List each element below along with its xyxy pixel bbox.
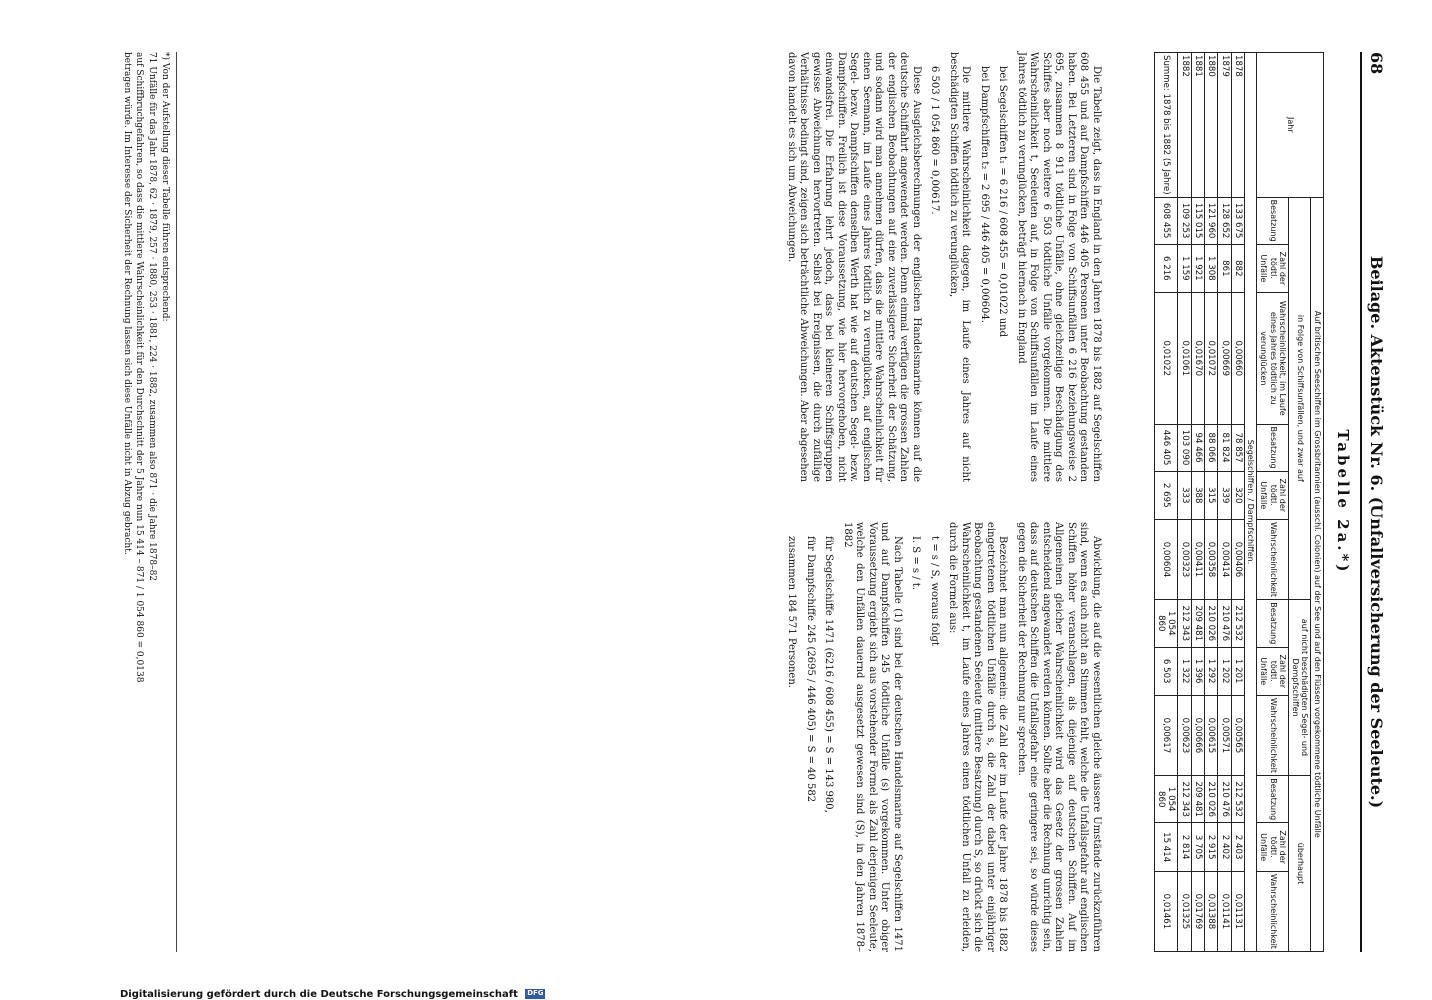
paragraph: für Segelschiffe 1471 (6216 / 608 455) = S = 143 980, <box>823 536 835 813</box>
value-cell: 2 402 <box>1218 823 1231 871</box>
footnote-line: 71 Unfälle für das Jahr 1878, 62 · 1879, 257 · 1880, 253 · 1881, 224 · 1882, zusammen also 871 · die Jahre 1878–82 <box>147 52 158 582</box>
table-title: Tabelle 2a.*) <box>1334 429 1352 575</box>
value-cell: 0,01061 <box>1178 293 1191 425</box>
value-cell: 1 201 <box>1231 647 1244 695</box>
value-cell: 0,01325 <box>1178 871 1191 951</box>
value-cell: 128 652 <box>1218 197 1231 244</box>
paragraph: bei Segelschiffen t₁ = 6 216 / 608 455 = 0,01022 und <box>997 66 1009 338</box>
value-cell: 0,00617 <box>1154 695 1178 775</box>
value-cell: 0,00406 <box>1231 519 1244 599</box>
value-cell: 1 396 <box>1191 647 1204 695</box>
paragraph: Bezeichnet man nun allgemein: die Zahl der im Laufe der Jahre 1878 bis 1882 eingetretenen tödtlichen Unfälle durch s, die Zahl der dabei unter einjähriger Beobachtung gestandenen Seeleute (mittlere Besatzung) durch S, so drückt sich die Wahrscheinlichkeit t, im Laufe eines Jahres einen tödtlichen Unfall zu erleiden, durch die Formel aus: <box>947 522 1009 952</box>
value-cell: 2 814 <box>1178 823 1191 871</box>
table-row <box>1191 53 1204 952</box>
value-cell: 1 159 <box>1178 244 1191 292</box>
value-cell: 0,00604 <box>1154 519 1178 599</box>
group-label-shipwreck: in Folge von Schiffsunfällen, und zwar auf <box>1289 197 1311 599</box>
value-cell: 1 921 <box>1191 244 1204 292</box>
col-header: Besatzung <box>1257 600 1289 647</box>
group-label-undamaged: auf nicht beschädigten Segel- und Dampfschiffen <box>1289 600 1311 776</box>
value-cell: 1 054 860 <box>1154 600 1178 647</box>
value-cell: 0,00358 <box>1204 519 1217 599</box>
value-cell: 209 481 <box>1191 775 1204 822</box>
footnote <box>119 52 177 952</box>
value-cell: 210 026 <box>1204 600 1217 647</box>
year-cell: 1880 <box>1204 53 1217 198</box>
value-cell: 212 532 <box>1231 775 1244 822</box>
value-cell: 81 824 <box>1218 424 1231 471</box>
value-cell: 1 054 860 <box>1154 775 1178 822</box>
value-cell: 212 343 <box>1178 775 1191 822</box>
value-cell: 0,01141 <box>1218 871 1231 951</box>
table-caption: Auf britischen Seeschiffen im Grossbritannien (ausschl. Colonien) auf der See und auf den Flüssen vorgekommene tödtliche Unfälle <box>1311 197 1324 951</box>
value-cell: 121 960 <box>1204 197 1217 244</box>
footnote-line: auf Schiffbruchgefahren, so dass die mittlere Wahrscheinlichkeit für den Durchschnitt der 5 Jahre nun 15 414 – 871 / 1 054 860 = 0,0138 <box>134 52 145 683</box>
value-cell: 0,01072 <box>1204 293 1217 425</box>
col-header: Besatzung <box>1257 775 1289 822</box>
paragraph: 6 503 / 1 054 860 = 0,00617. <box>929 66 941 215</box>
value-cell: 0,00411 <box>1191 519 1204 599</box>
value-cell: 133 675 <box>1231 197 1244 244</box>
value-cell: 0,00623 <box>1178 695 1191 775</box>
value-cell: 0,00571 <box>1218 695 1231 775</box>
subgroup-steam: Dampfschiffen. <box>1246 503 1256 565</box>
paragraph: Abwicklung, die auf die wesentlichen gleiche äussere Umstände zurückzuführen sind, wenn es auch nicht an Stimmen fehlt, welche die Unfallsgefahr auf englischen Schiffen höher veranschlagen, als diejenige auf deutschen Schiffen. Auf im Allgemeinen gleicher Wahrscheinlichkeit wird das Gesetz der grossen Zahlen entscheidend angewandet werden können. Sollte aber die Rechnung unrichtig sein, dass auf deutschen Schiffen die Unfallsgefahr eine geringere sei, so würde dieses gegen die Sicherheit der Rechnung nur sprechen. <box>1016 522 1102 952</box>
col-header: Zahl der tödtl. Unfälle <box>1257 244 1289 292</box>
col-header: Zahl der tödtl. Unfälle <box>1257 823 1289 871</box>
value-cell: 78 857 <box>1231 424 1244 471</box>
page-header <box>1360 52 1392 952</box>
value-cell: 315 <box>1204 471 1217 519</box>
col-header: Besatzung <box>1257 197 1289 244</box>
value-cell: 212 532 <box>1231 600 1244 647</box>
body-text-right <box>779 522 1102 952</box>
year-cell: Summe: 1878 bis 1882 (5 Jahre) <box>1154 53 1178 198</box>
value-cell: 0,00660 <box>1231 293 1244 425</box>
footnote-line: *) Von der Aufstellung dieser Tabelle führen entsprechend: <box>160 52 170 322</box>
value-cell: 0,00669 <box>1218 293 1231 425</box>
value-cell: 115 015 <box>1191 197 1204 244</box>
value-cell: 0,00565 <box>1231 695 1244 775</box>
value-cell: 333 <box>1178 471 1191 519</box>
value-cell: 882 <box>1231 244 1244 292</box>
paragraph: zusammen 184 571 Personen. <box>786 536 798 688</box>
value-cell: 94 466 <box>1191 424 1204 471</box>
value-cell: 0,01022 <box>1154 293 1178 425</box>
value-cell: 608 455 <box>1154 197 1178 244</box>
col-header: Wahrscheinlichkeit <box>1257 519 1289 599</box>
value-cell: 210 026 <box>1204 775 1217 822</box>
value-cell: 339 <box>1218 471 1231 519</box>
table-row <box>1218 53 1231 952</box>
col-header: Wahrscheinlichkeit <box>1257 695 1289 775</box>
digitization-text: Digitalisierung gefördert durch die Deutsche Forschungsgemeinschaft <box>120 989 518 1000</box>
table-row <box>1178 53 1191 952</box>
value-cell: 1 308 <box>1204 244 1217 292</box>
table-row <box>1154 53 1178 952</box>
year-cell: 1882 <box>1178 53 1191 198</box>
value-cell: 212 343 <box>1178 600 1191 647</box>
year-cell: 1879 <box>1218 53 1231 198</box>
value-cell: 109 253 <box>1178 197 1191 244</box>
page-number: 68 <box>1367 52 1386 75</box>
value-cell: 0,01131 <box>1231 871 1244 951</box>
value-cell: 88 066 <box>1204 424 1217 471</box>
paragraph: für Dampfschiffe 245 (2695 / 446 405) = S = 40 582 <box>805 536 816 803</box>
year-cell: 1881 <box>1191 53 1204 198</box>
running-title: Beilage. Aktenstück Nr. 6. (Unfallversicherung der Seeleute.) <box>1367 255 1386 809</box>
value-cell: 3 705 <box>1191 823 1204 871</box>
value-cell: 2 915 <box>1204 823 1217 871</box>
paragraph: Diese Ausgleichsberechnungen der englischen Handelsmarine können auf die deutsche Schiffahrt angewendet werden. Denn einmal verfügen die grossen Zahlen der englischen Beobachtungen auf eine zuverlässigere Sicherheit der Schätzung, und sodann wird man annehmen dürfen, dass die mittlere Wahrscheinlichkeit für einen Seemann, im Laufe eines Jahres tödtlich zu verunglücken, auf englischen Segel- bezw. Dampfschiffen denselben Werth hat wie auf deutschen Segel- bezw. Dampfschiffen. Freilich ist diese Voraussetzung, wie hier hervorgehoben, nicht einwandsfrei. Die Erfahrung lehrt jedoch, dass bei kleineren Schiffsgruppen gewisse Abweichungen hervortreten. Selbst bei Ereignissen, die durch zufällige Verhältnisse bedingt sind, zeigen sich beträchtliche Abweichungen. Aber abgesehen davon handelt es sich um Abweichungen. <box>786 52 922 482</box>
value-cell: 0,01388 <box>1204 871 1217 951</box>
col-header: Zahl der tödtl. Unfälle <box>1257 471 1289 519</box>
footnote-line: betragen würde. Im Interesse der Sicherheit der Rechnung lassen sich diese Unfälle nicht in Abzug gebracht. <box>121 52 132 555</box>
dfg-logo: DFG <box>527 989 544 997</box>
value-cell: 0,00615 <box>1204 695 1217 775</box>
paragraph: I. S = s / t. <box>910 536 922 590</box>
value-cell: 0,01769 <box>1191 871 1204 951</box>
group-label-total: überhaupt <box>1289 775 1311 951</box>
table-row <box>1204 53 1217 952</box>
value-cell: 861 <box>1218 244 1231 292</box>
value-cell: 210 476 <box>1218 775 1231 822</box>
value-cell: 6 503 <box>1154 647 1178 695</box>
value-cell: 0,00323 <box>1178 519 1191 599</box>
paragraph: t = s / S, woraus folgt <box>929 536 940 646</box>
paragraph: Nach Tabelle (1) sind bei der deutschen Handelsmarine auf Segelschiffen 1471 und auf Dampfschiffen 245 tödtliche Unfälle (s) vorgekommen. Unter obiger Voraussetzung ergiebt sich aus vorstehender Formel als Zahl derjenigen Seeleute, welche den Unfällen dauernd ausgesetzt gewesen sind (S), in den Jahren 1878–1882 <box>842 522 903 952</box>
value-cell: 0,01461 <box>1154 871 1178 951</box>
value-cell: 2 695 <box>1154 471 1178 519</box>
value-cell: 1 292 <box>1204 647 1217 695</box>
value-cell: 15 414 <box>1154 823 1178 871</box>
year-cell: 1878 <box>1231 53 1244 198</box>
table-row <box>1231 53 1244 952</box>
paragraph: Die Tabelle zeigt, dass in England in den Jahren 1878 bis 1882 auf Segelschiffen 608 455 und auf Dampfschiffen 446 405 Personen unter Beobachtung gestanden haben. Bei Letzteren sind in Folge von Schiffsunfällen 6 216 beziehungsweise 2 695, zusammen 8 911 tödtliche Unfälle, ohne gleichzeitige Beschädigung des Schiffes aber noch weitere 6 503 tödtliche Unfälle vorgekommen. Die mittlere Wahrscheinlichkeit t, Seeleuten auf, in Folge von Schiffsunfällen im Laufe eines Jahres tödtlich zu verunglücken, beträgt hiernach in England <box>1016 52 1102 482</box>
value-cell: 1 322 <box>1178 647 1191 695</box>
col-header: Zahl der tödtl. Unfälle <box>1257 647 1289 695</box>
col-year: Jahr <box>1257 53 1324 198</box>
value-cell: 103 090 <box>1178 424 1191 471</box>
body-text-left <box>779 52 1103 482</box>
value-cell: 0,00414 <box>1218 519 1231 599</box>
subgroup-sail: Segelschiffen. <box>1246 439 1256 496</box>
paragraph: bei Dampfschiffen t₂ = 2 695 / 446 405 = 0,00604. <box>979 66 990 324</box>
accident-table: Jahr Auf britischen Seeschiffen im Grossbritannien (ausschl. Colonien) auf der See und auf den Flüssen vorgekommene tödtliche Unfälle in Folge von Schiffsunfällen, und zwar auf auf nicht beschädigten Segel- und Dampfschiffen überhaupt Besatzung Zahl der tödtl. Unfälle Wahrscheinlichkeit, im Laufe eines Jahres tödtlich zu verunglücken Besatzung Zahl der tödtl. Unfälle Wahrscheinlichkeit Besatzung Zahl der tödtl. Unfälle Wahrscheinlichkeit Besatzung Zahl der tödtl. Unfälle Wahrscheinlichkeit Segelschiffen. / Dampfschiffen. 1878 133 675 882 0,00660 78 857 320 0,00406 212 532 1 201 0,00565 212 532 2 403 0,01131 1879 128 652 861 0,00669 81 824 339 0,00414 210 476 1 202 0,00571 210 476 2 402 0,01141 1880 121 960 1 308 0,01072 88 066 315 0,00358 210 026 1 292 0,00615 210 026 2 915 0,01388 1881 115 015 1 921 0,01670 94 466 388 0,00411 209 481 1 396 0,00666 209 481 3 705 0,01769 1882 109 253 1 159 0,01061 103 090 333 0,00323 212 343 1 322 0,00623 212 343 2 814 0,01325 Summe: 1878 bis 1882 (5 Jahre) 608 455 6 216 0,01022 446 405 2 695 0,00604 1 054 860 6 503 0,00617 1 054 860 15 414 0,01461 <box>1154 52 1324 952</box>
value-cell: 1 202 <box>1218 647 1231 695</box>
digitization-credit <box>120 989 1220 1000</box>
value-cell: 209 481 <box>1191 600 1204 647</box>
value-cell: 210 476 <box>1218 600 1231 647</box>
col-header: Wahrscheinlichkeit, im Laufe eines Jahres tödtlich zu verunglücken <box>1257 293 1289 425</box>
value-cell: 320 <box>1231 471 1244 519</box>
document-page <box>42 52 1392 952</box>
col-header: Wahrscheinlichkeit <box>1257 871 1289 951</box>
value-cell: 388 <box>1191 471 1204 519</box>
value-cell: 0,01670 <box>1191 293 1204 425</box>
table-body <box>1154 53 1244 952</box>
paragraph: Die mittlere Wahrscheinlichkeit dagegen, im Laufe eines Jahres auf nicht beschädigten Schiffen tödtlich zu verunglücken, <box>948 52 972 482</box>
value-cell: 6 216 <box>1154 244 1178 292</box>
value-cell: 2 403 <box>1231 823 1244 871</box>
col-header: Besatzung <box>1257 424 1289 471</box>
value-cell: 0,00666 <box>1191 695 1204 775</box>
value-cell: 446 405 <box>1154 424 1178 471</box>
